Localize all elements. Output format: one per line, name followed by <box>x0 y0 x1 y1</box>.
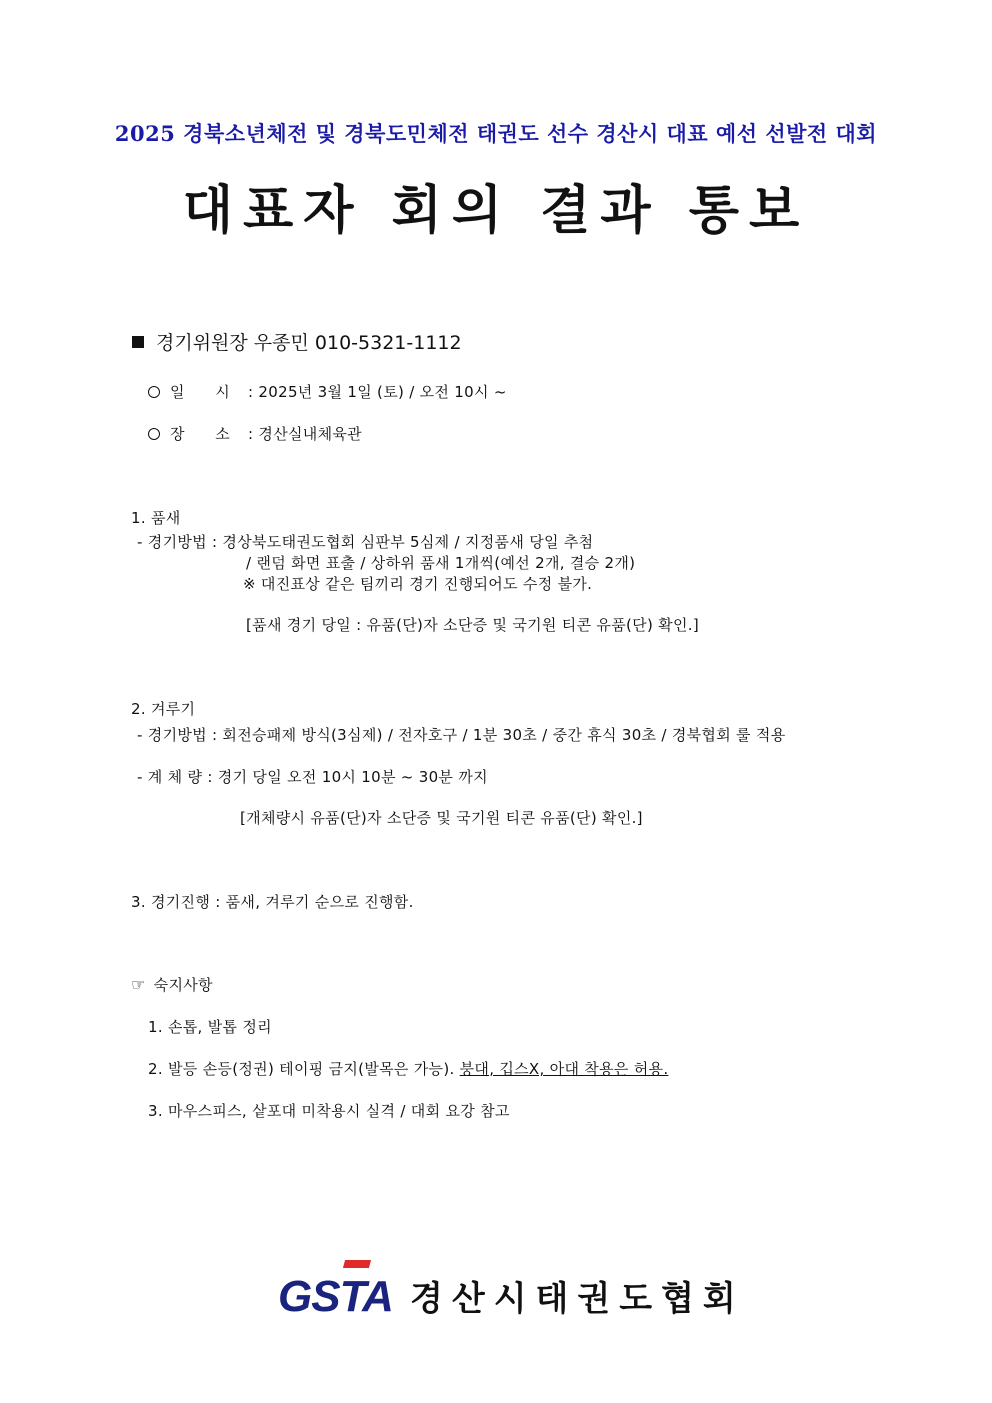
place-label: 장 소 <box>170 425 230 443</box>
square-bullet-icon <box>132 336 144 348</box>
notes-item2 <box>148 1058 668 1079</box>
notes-heading-text: 숙지사항 <box>153 976 213 994</box>
section1-line1: - 경기방법 : 경상북도태권도협회 심판부 5심제 / 지정품새 당일 추첨 <box>137 533 594 551</box>
section1-heading: 1. 품새 <box>131 509 181 527</box>
contact-text: 경기위원장 우종민 010-5321-1112 <box>156 332 462 354</box>
page-title: 대표자 회의 결과 통보 <box>182 181 810 241</box>
section3-line: 3. 경기진행 : 품새, 겨루기 순으로 진행함. <box>131 893 414 911</box>
footer-signature <box>278 1258 745 1328</box>
section1-line4: [품새 경기 당일 : 유품(단)자 소단증 및 국기원 티콘 유품(단) 확인.] <box>246 616 699 634</box>
contact-line <box>132 328 462 355</box>
section2-line1: - 경기방법 : 회전승패제 방식(3심제) / 전자호구 / 1분 30초 / 중간 휴식 30초 / 경북협회 룰 적용 <box>137 726 786 744</box>
info-place <box>148 423 362 444</box>
circle-bullet-icon <box>148 386 160 398</box>
organization-name: 경산시태권도협회 <box>410 1278 745 1319</box>
notes-item2-underlined: 붕대, 깁스X, 아대 착용은 허용. <box>459 1060 669 1078</box>
pointing-hand-icon: ☞ <box>131 975 146 994</box>
event-subtitle: 2025 경북소년체전 및 경북도민체전 태권도 선수 경산시 대표 예선 선발전 대회 <box>114 121 878 146</box>
place-value: : 경산실내체육관 <box>248 425 362 443</box>
gsta-logo <box>278 1258 396 1328</box>
logo-text: GSTA <box>278 1272 393 1321</box>
notes-heading <box>131 974 213 995</box>
notes-item2-text: 2. 발등 손등(정권) 테이핑 금지(발목은 가능). <box>148 1060 460 1078</box>
section1-line2: / 랜덤 화면 표출 / 상하위 품새 1개씩(예선 2개, 결승 2개) <box>246 554 636 572</box>
info-date <box>148 381 507 402</box>
section1-line3: ※ 대진표상 같은 팀끼리 경기 진행되어도 수정 불가. <box>243 575 593 593</box>
circle-bullet-icon <box>148 428 160 440</box>
date-value: : 2025년 3월 1일 (토) / 오전 10시 ~ <box>248 383 507 401</box>
section2-line2: - 계 체 량 : 경기 당일 오전 10시 10분 ~ 30분 까지 <box>137 768 488 786</box>
notes-item1: 1. 손톱, 발톱 정리 <box>148 1018 272 1036</box>
section2-heading: 2. 겨루기 <box>131 700 196 718</box>
section2-line3: [개체량시 유품(단)자 소단증 및 국기원 티콘 유품(단) 확인.] <box>240 809 643 827</box>
notes-item3: 3. 마우스피스, 샅포대 미착용시 실격 / 대회 요강 참고 <box>148 1102 510 1120</box>
logo-red-stroke <box>343 1260 371 1268</box>
date-label: 일 시 <box>170 383 230 401</box>
